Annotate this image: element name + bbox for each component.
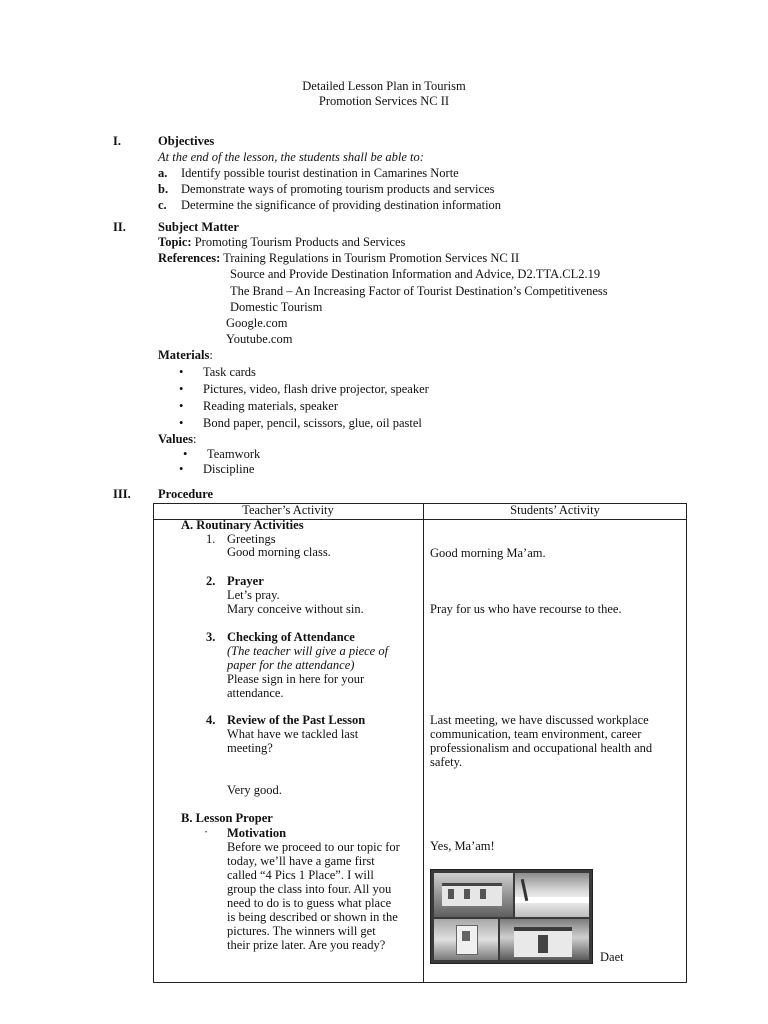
review-number: 4. [206, 713, 216, 727]
reference-item: Domestic Tourism [230, 300, 323, 314]
review-teacher-2: meeting? [227, 741, 273, 755]
motivation-student: Yes, Ma’am! [430, 839, 495, 853]
objective-text-a: Identify possible tourist destination in Camarines Norte [181, 166, 459, 180]
review-student-line: Last meeting, we have discussed workplace [430, 713, 649, 727]
section-numeral-objectives: I. [113, 134, 121, 148]
motivation-line: their prize later. Are you ready? [227, 938, 386, 952]
motivation-line: pictures. The winners will get [227, 924, 376, 938]
photo-church [500, 919, 589, 960]
photo-beach [515, 873, 589, 917]
greetings-number: 1. [206, 532, 216, 546]
greetings-student: Good morning Ma’am. [430, 546, 546, 560]
greetings-teacher: Good morning class. [227, 545, 331, 559]
prayer-number: 2. [206, 574, 216, 588]
column-header-students: Students’ Activity [510, 503, 600, 517]
reference-item: Training Regulations in Tourism Promotion Services NC II [223, 251, 520, 265]
section-title-subject: Subject Matter [158, 220, 239, 234]
attendance-title: Checking of Attendance [227, 630, 355, 644]
photo-caption: Daet [600, 950, 624, 964]
attendance-teacher-1: Please sign in here for your [227, 672, 365, 686]
materials-item: • Reading materials, speaker [203, 399, 338, 414]
motivation-line: Before we proceed to our topic for [227, 840, 400, 854]
reference-item: The Brand – An Increasing Factor of Tourist Destination’s Competitiveness [230, 284, 608, 298]
objective-letter-a: a. [158, 166, 168, 180]
section-title-objectives: Objectives [158, 134, 215, 148]
document-subtitle: Promotion Services NC II [318, 94, 450, 108]
materials-item: • Bond paper, pencil, scissors, glue, oil pastel [203, 416, 422, 431]
attendance-note-1: (The teacher will give a piece of [227, 644, 389, 658]
motivation-line: today, we’ll have a game first [227, 854, 375, 868]
topic-label: Topic: [158, 235, 192, 249]
review-student-line: safety. [430, 755, 463, 769]
references-label: References: [158, 251, 221, 265]
section-numeral-subject: II. [113, 220, 126, 234]
prayer-teacher-2: Mary conceive without sin. [227, 602, 364, 616]
topic-text: Promoting Tourism Products and Services [194, 235, 406, 249]
materials-heading: Materials: [158, 348, 213, 362]
section-title-procedure: Procedure [158, 487, 214, 501]
motivation-line: is being described or shown in the [227, 910, 398, 924]
reference-item: Google.com [226, 316, 288, 330]
objectives-intro: At the end of the lesson, the students shall be able to: [158, 150, 424, 164]
objective-letter-b: b. [158, 182, 169, 196]
column-header-teacher: Teacher’s Activity [242, 503, 334, 517]
review-title: Review of the Past Lesson [227, 713, 366, 727]
objective-letter-c: c. [158, 198, 167, 212]
references-line [158, 251, 519, 266]
values-item: • Teamwork [207, 447, 260, 462]
review-student-line: professionalism and occupational health and [430, 741, 653, 755]
prayer-teacher-1: Let’s pray. [227, 588, 280, 602]
prayer-title: Prayer [227, 574, 264, 588]
section-numeral-procedure: III. [113, 487, 131, 501]
attendance-number: 3. [206, 630, 216, 644]
motivation-line: called “4 Pics 1 Place”. I will [227, 868, 374, 882]
objective-text-c: Determine the significance of providing destination information [181, 198, 502, 212]
photo-building [434, 873, 513, 917]
reference-item: Youtube.com [226, 332, 293, 346]
materials-item: • Task cards [203, 365, 256, 380]
document-title: Detailed Lesson Plan in Tourism [302, 79, 466, 93]
photo-monument [434, 919, 498, 960]
review-student-line: communication, team environment, career [430, 727, 642, 741]
topic-line [158, 235, 405, 250]
greetings-title: Greetings [227, 532, 276, 546]
four-pics-collage-image [430, 869, 593, 964]
values-heading: Values: [158, 432, 197, 446]
very-good-text: Very good. [227, 783, 282, 797]
attendance-note-2: paper for the attendance) [227, 658, 355, 672]
routinary-heading: A. Routinary Activities [181, 518, 304, 532]
motivation-marker: · [204, 825, 209, 839]
values-item: • Discipline [203, 462, 254, 477]
reference-item: Source and Provide Destination Information and Advice, D2.TTA.CL2.19 [230, 267, 601, 281]
table-column-divider [423, 504, 424, 982]
motivation-line: need to do is to guess what place [227, 896, 392, 910]
prayer-student: Pray for us who have recourse to thee. [430, 602, 622, 616]
motivation-title: Motivation [227, 826, 287, 840]
motivation-line: group the class into four. All you [227, 882, 392, 896]
objective-text-b: Demonstrate ways of promoting tourism products and services [181, 182, 495, 196]
attendance-teacher-2: attendance. [227, 686, 284, 700]
materials-item: • Pictures, video, flash drive projector, speaker [203, 382, 429, 397]
review-teacher-1: What have we tackled last [227, 727, 359, 741]
lesson-proper-heading: B. Lesson Proper [181, 811, 273, 825]
